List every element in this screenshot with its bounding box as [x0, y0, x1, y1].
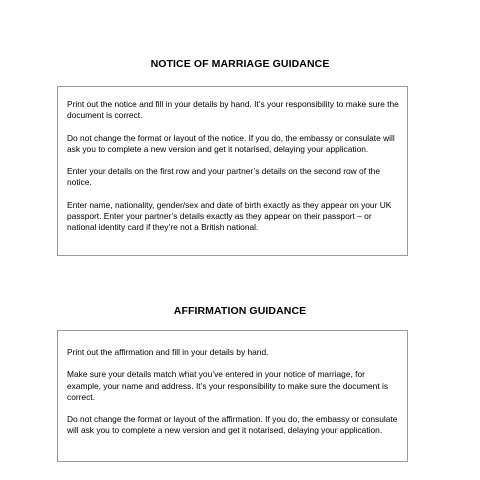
affirmation-paragraph-3: Do not change the format or layout of the affirmation. If you do, the embassy or consulate will ask you to complete a new version and get it notarised, delaying your application. — [67, 414, 398, 436]
notice-guidance-heading: NOTICE OF MARRIAGE GUIDANCE — [150, 58, 330, 70]
affirmation-paragraph-1: Print out the affirmation and fill in your details by hand. — [67, 347, 269, 357]
notice-paragraph-1: Print out the notice and fill in your details by hand. It’s your responsibility to make sure the document is correct. — [67, 99, 399, 121]
affirmation-paragraph-2: Make sure your details match what you’ve entered in your notice of marriage, for example, your name and address. It’s your responsibility to make sure the document is correct. — [67, 369, 389, 402]
notice-guidance-box — [57, 86, 408, 256]
affirmation-guidance-heading: AFFIRMATION GUIDANCE — [173, 305, 307, 317]
notice-paragraph-3: Enter your details on the first row and your partner’s details on the second row of the notice. — [67, 166, 380, 188]
notice-paragraph-2: Do not change the format or layout of the notice. If you do, the embassy or consulate will ask you to complete a new version and get it notarised, delaying your application. — [67, 132, 395, 154]
affirmation-guidance-box — [57, 330, 408, 462]
notice-paragraph-4: Enter name, nationality, gender/sex and date of birth exactly as they appear on your UK passport. Enter your partner’s details exactly as they appear on their passport – or national identity card if they’re not a British national. — [67, 199, 392, 233]
